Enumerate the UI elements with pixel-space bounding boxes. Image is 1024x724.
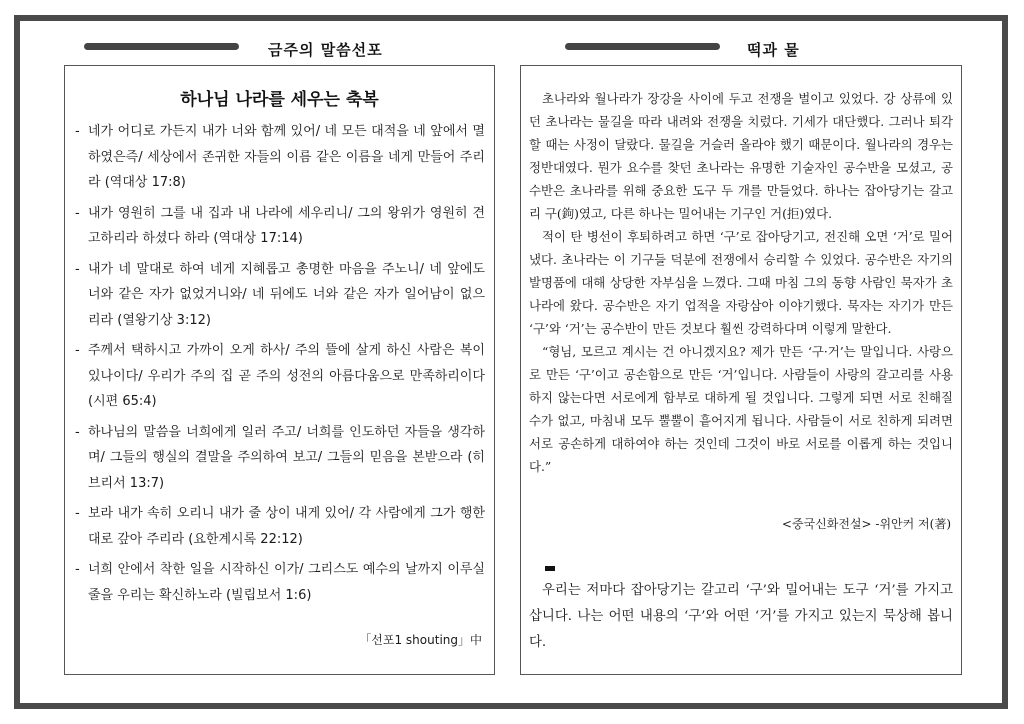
left-header-title: 금주의 말씀선포 — [268, 41, 383, 59]
verse-item: - 내가 영원히 그를 내 집과 내 나라에 세우리니/ 그의 왕위가 영원히 견고하리라 하셨다 하라 (역대상 17:14) — [74, 201, 485, 252]
verse-item: - 하나님의 말씀을 너희에게 일러 주고/ 너희를 인도하던 자들을 생각하며/ 그들의 행실의 결말을 주의하여 보고/ 그들의 믿음을 본받으라 (히브리서 13:7) — [74, 420, 485, 497]
verses-source: 「선포1 shouting」中 — [359, 633, 482, 647]
right-header-bar — [565, 43, 720, 50]
story-text — [529, 87, 953, 478]
section-dash-mark — [545, 566, 555, 571]
verse-list — [74, 119, 485, 613]
verse-item: - 보라 내가 속히 오리니 내가 줄 상이 내게 있어/ 각 사람에게 그가 행한 대로 갚아 주리라 (요한계시록 22:12) — [74, 501, 485, 552]
verses-title: 하나님 나라를 세우는 축복 — [180, 90, 379, 110]
story-paragraph: “형님, 모르고 계시는 건 아니겠지요? 제가 만든 ‘구·거’는 말입니다. 사랑으로 만든 ‘구’이고 공손함으로 만든 ‘거’입니다. 사람들이 사랑의 갈고리를 사용하지 않는다면 서로에게 함부로 대하게 될 것입니다. 그렇게 되면 서로 친해질 수가 없고, 마침내 모두 뿔뿔이 흩어지게 됩니다. 사람들이 서로 친하게 되려면 서로 공손하게 대하여야 하는 것인데 그것이 바로 서로를 이롭게 하는 것입니다.” — [529, 344, 953, 474]
left-header-bar — [84, 43, 239, 50]
reflection-text: 우리는 저마다 잡아당기는 갈고리 ‘구’와 밀어내는 도구 ‘거’를 가지고 삽니다. 나는 어떤 내용의 ‘구’와 어떤 ‘거’를 가지고 있는지 묵상해 봅니다. — [529, 583, 953, 650]
story-paragraph: 적이 탄 병선이 후퇴하려고 하면 ‘구’로 잡아당기고, 전진해 오면 ‘거’로 밀어냈다. 초나라는 이 기구들 덕분에 전쟁에서 승리할 수 있었다. 공수반은 자기의 발명품에 대해 상당한 자부심을 느꼈다. 그때 마침 그의 동향 사람인 묵자가 초나라에 왔다. 공수반은 자기 업적을 자랑삼아 이야기했다. 묵자는 자기가 만든 ‘구’와 ‘거’는 공수반이 만든 것보다 훨씬 강력하다며 이렇게 말한다. — [529, 229, 953, 336]
story-attribution: <중국신화전설> -위안커 저(著) — [781, 517, 951, 531]
verses-box — [64, 65, 495, 675]
verse-item: - 네가 어디로 가든지 내가 너와 함께 있어/ 네 모든 대적을 네 앞에서 멸하였은즉/ 세상에서 존귀한 자들의 이름 같은 이름을 네게 만들어 주리라 (역대상 17:8) — [74, 119, 485, 196]
story-box — [520, 65, 962, 675]
verse-item: - 너희 안에서 착한 일을 시작하신 이가/ 그리스도 예수의 날까지 이루실 줄을 우리는 확신하노라 (빌립보서 1:6) — [74, 557, 485, 608]
right-header-title: 떡과 물 — [747, 41, 800, 59]
story-paragraph: 초나라와 월나라가 장강을 사이에 두고 전쟁을 벌이고 있었다. 강 상류에 있던 초나라는 물길을 따라 내려와 전쟁을 치렀다. 기세가 대단했다. 그러나 퇴각할 때는 사정이 달랐다. 물길을 거슬러 올라야 했기 때문이다. 월나라의 경우는 정반대였다. 뭔가 요수를 찾던 초나라는 유명한 기술자인 공수반을 모셨고, 공수반은 초나라를 위해 중요한 도구 두 개를 만들었다. 하나는 잡아당기는 갈고리 구(鉤)였고, 다른 하나는 밀어내는 기구인 거(拒)였다. — [529, 91, 953, 221]
verse-item: - 내가 네 말대로 하여 네게 지혜롭고 총명한 마음을 주노니/ 네 앞에도 너와 같은 자가 없었거니와/ 네 뒤에도 너와 같은 자가 일어남이 없으리라 (열왕기상 3:12) — [74, 257, 485, 334]
verse-item: - 주께서 택하시고 가까이 오게 하사/ 주의 뜰에 살게 하신 사람은 복이 있나이다/ 우리가 주의 집 곧 주의 성전의 아름다움으로 만족하리이다 (시편 65:4) — [74, 338, 485, 415]
